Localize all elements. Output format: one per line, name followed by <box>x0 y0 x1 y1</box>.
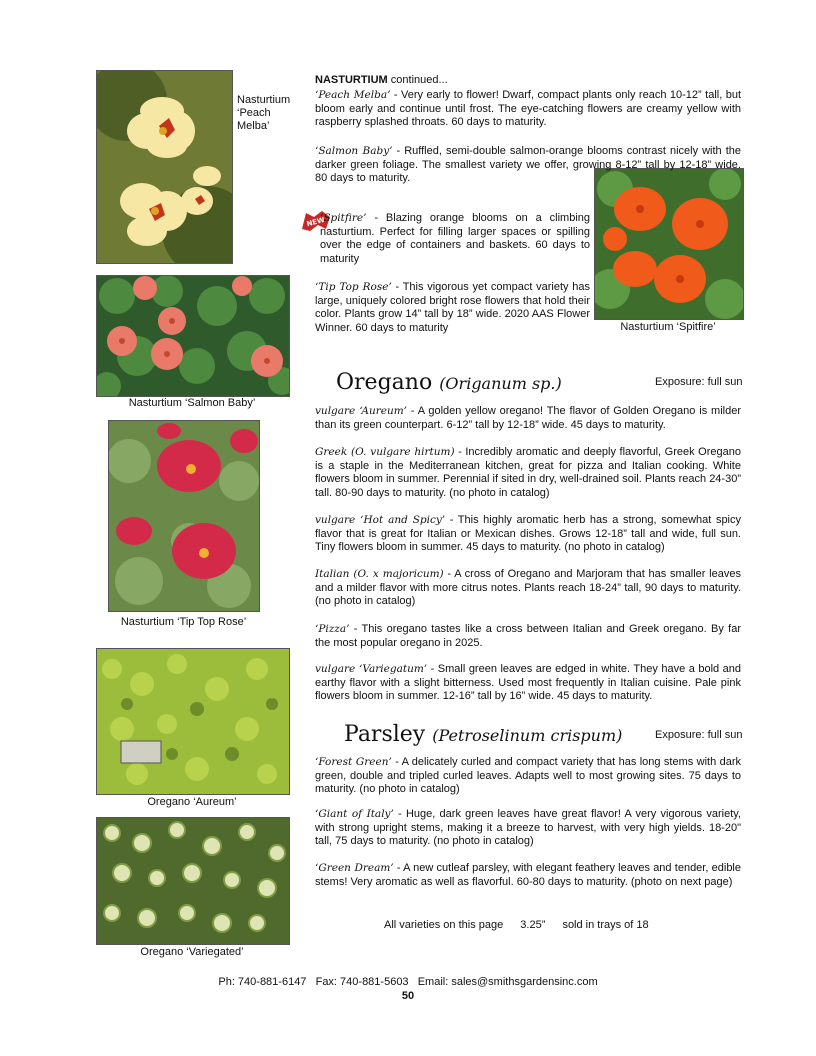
pricing-label: All varieties on this page <box>384 919 504 931</box>
caption-spitfire: Nasturtium ‘Spitfire’ <box>620 321 716 333</box>
pricing-line <box>384 919 649 931</box>
variety-name: ‘Spitfire’ <box>320 212 367 224</box>
variety-name: vulgare ‘Hot and Spicy’ <box>315 514 446 526</box>
variety-name: ‘Peach Melba’ <box>315 89 391 101</box>
photo-oregano-aureum <box>96 648 290 795</box>
variety-name: ‘Salmon Baby’ <box>315 145 393 157</box>
svg-text:NEW: NEW <box>305 215 326 229</box>
oregano-aureum: vulgare ‘Aureum’ - A golden yellow oregano! The flavor of Golden Oregano is milder than its green counterpart. 6-12” tall by 12-18” wide. 45 days to maturity. <box>315 405 741 431</box>
photo-oregano-variegated <box>96 817 290 945</box>
parsley-exposure: Exposure: full sun <box>655 729 743 741</box>
variety-name: ‘Giant of Italy’ <box>315 808 394 820</box>
parsley-forest-green: ‘Forest Green’ - A delicately curled and compact variety that has long stems with dark green, double and tripled curled leaves. Adapts well to most growing sites. 75 days to maturity. (no photo in catalog) <box>315 756 742 795</box>
caption-tip-top-rose: Nasturtium ‘Tip Top Rose’ <box>120 616 247 628</box>
variety-name: ‘Forest Green’ <box>315 756 392 768</box>
caption-oregano-aureum: Oregano ‘Aureum’ <box>147 796 237 808</box>
caption-peach-melba: Nasturtium ‘Peach Melba’ <box>237 94 294 132</box>
photo-tip-top-rose <box>108 420 260 612</box>
page-number: 50 <box>401 990 415 1002</box>
oregano-variegatum: vulgare ‘Variegatum’ - Small green leaves are edged in white. They have a bold and earthy flavor with a slight bitterness. Used most frequently in Italian cuisine. Pale pink flowers bloom in summer. 12-16” tall by 16” wide. 45 days to maturity. <box>315 663 741 702</box>
oregano-italian: Italian (O. x majoricum) - A cross of Oregano and Marjoram that has smaller leaves and a milder flavor with more citrus notes. Plants reach 18-24” tall, 90 days to maturity. (no photo in catalog) <box>315 568 741 607</box>
photo-salmon-baby <box>96 275 290 397</box>
oregano-exposure: Exposure: full sun <box>655 376 743 388</box>
oregano-hot-and-spicy: vulgare ‘Hot and Spicy’ - This highly aromatic herb has a strong, somewhat spicy flavor that is great for Italian or Mexican dishes. Grows 12-18” tall and wide, full sun. Tiny flowers bloom in summer. 45 days to maturity. (no photo in catalog) <box>315 514 742 553</box>
variety-name: Italian (O. x majoricum) <box>315 568 444 580</box>
nasturtium-continued-heading: NASTURTIUM continued... <box>315 74 448 86</box>
parsley-heading: Parsley (Petroselinum crispum) <box>344 722 623 747</box>
photo-spitfire <box>594 168 744 320</box>
caption-oregano-variegated: Oregano ‘Variegated’ <box>140 946 244 958</box>
photo-peach-melba <box>96 70 233 264</box>
parsley-giant-of-italy: ‘Giant of Italy’ - Huge, dark green leaves have great flavor! A very vigorous variety, with strong upright stems, making it a breeze to harvest, with very high yields. 18-20" tall, 75 days to maturity. (no photo in catalog) <box>315 808 741 847</box>
nasturtium-tip-top-rose: ‘Tip Top Rose’ - This vigorous yet compact variety has large, uniquely colored bright rose flowers that hold their color. Plants grow 14” tall by 18” wide. 2020 AAS Flower Winner. 60 days to maturity <box>315 281 590 334</box>
variety-name: ‘Pizza’ <box>315 623 350 635</box>
variety-name: ‘Green Dream’ <box>315 862 394 874</box>
oregano-greek: Greek (O. vulgare hirtum) - Incredibly aromatic and deeply flavorful, Greek Oregano is a staple in the Mediterranean kitchen, great for pizza and Italian cooking. White flowers bloom in summer. Perennial if sited in dry, well-drained soil. Plants reach 24-30” tall. 80-90 days to maturity. (no photo in catalog) <box>315 446 741 499</box>
oregano-pizza: ‘Pizza’ - This oregano tastes like a cross between Italian and Greek oregano. By far the most popular oregano in 2025. <box>315 623 741 649</box>
footer-contact: Ph: 740-881-6147 Fax: 740-881-5603 Email: sales@smithsgardensinc.com <box>218 976 598 988</box>
variety-name: vulgare ‘Aureum’ <box>315 405 408 417</box>
pricing-trays: sold in trays of 18 <box>562 919 649 931</box>
oregano-heading: Oregano (Origanum sp.) <box>336 370 562 395</box>
parsley-green-dream: ‘Green Dream’ - A new cutleaf parsley, with elegant feathery leaves and tender, edible stems! Very aromatic as well as flavorful. 60-80 days to maturity. (photo on next page) <box>315 862 741 888</box>
nasturtium-spitfire: ‘Spitfire’ - Blazing orange blooms on a climbing nasturtium. Perfect for filling larger spaces or spilling over the edge of containers and baskets. 60 days to maturity <box>320 212 590 265</box>
variety-name: Greek (O. vulgare hirtum) <box>315 446 455 458</box>
nasturtium-peach-melba: ‘Peach Melba’ - Very early to flower! Dwarf, compact plants only reach 10-12” tall, but bloom early and continue until frost. The eye-catching flowers are creamy yellow with raspberry splashed throats. 60 days to maturity. <box>315 89 741 128</box>
variety-name: vulgare ‘Variegatum’ <box>315 663 428 675</box>
pricing-size: 3.25” <box>520 919 546 931</box>
caption-salmon-baby: Nasturtium ‘Salmon Baby’ <box>128 397 256 409</box>
nasturtium-salmon-baby: ‘Salmon Baby’ - Ruffled, semi-double salmon-orange blooms contrast nicely with the darker green foliage. The smallest variety we offer, growing 8-12” tall by 12-18” wide. 80 days to maturity. <box>315 145 741 184</box>
variety-name: ‘Tip Top Rose’ <box>315 281 392 293</box>
